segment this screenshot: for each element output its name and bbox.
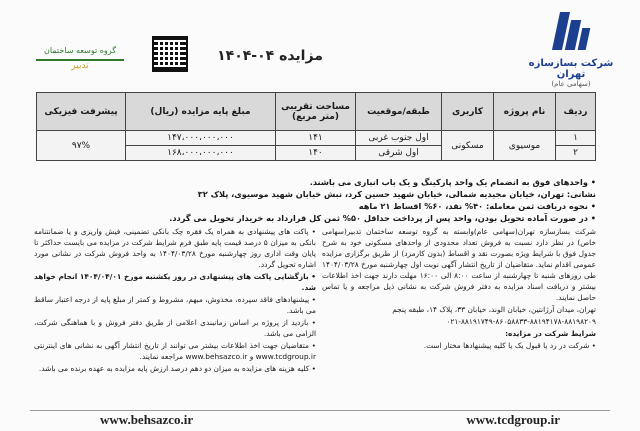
website-link-behsazco[interactable]: www.behsazco.ir xyxy=(100,412,194,427)
cell-progress: ۹۷% xyxy=(37,131,126,161)
col-header-row: ردیف xyxy=(556,93,596,131)
partner-logo xyxy=(20,40,140,80)
desc-line: • واحدهای فوق به انضمام یک واحد پارکینگ و یک باب انباری می باشند. xyxy=(309,177,596,187)
condition-item: • پیشنهادهای فاقد سپرده، مخدوش، مبهم، مشروط و کمتر از مبلغ پایه از درجه اعتبار ساقط می باشد. xyxy=(34,295,316,315)
footer xyxy=(0,408,640,428)
cell-usage: مسکونی xyxy=(442,131,494,161)
description-block xyxy=(36,176,596,224)
col-header-area: مساحت تقریبی (متر مربع) xyxy=(276,93,356,131)
cell-row: ۲ xyxy=(556,146,596,161)
col-header-project: نام پروژه xyxy=(494,93,556,131)
cell-row: ۱ xyxy=(556,131,596,146)
cell-floor: اول شرقی xyxy=(356,146,442,161)
properties-table xyxy=(36,92,596,161)
notice-header xyxy=(0,0,640,92)
table-header-row xyxy=(37,93,596,131)
condition-item: • پاکت های پیشنهادی به همراه یک فقره چک بانکی تضمینی، فیش واریزی و یا ضمانتنامه بانکی به میزان ۵ درصد قیمت پایه طبق فرم شرایط شرکت در مزایده می بایست حداکثر تا پایان وقت اداری روز چهارشنبه مورخ ۱۴۰۴/۰۳/۲۸ به واحد فروش شرکت در نشانی مورد اشاره تحویل گردد. xyxy=(34,227,316,269)
condition-item: • شرکت در رد یا قبول یک یا کلیه پیشنهادها مختار است. xyxy=(423,341,596,350)
company-logo-icon xyxy=(548,8,594,54)
qr-code-icon xyxy=(152,36,188,72)
desc-address: نشانی: تهران، خیابان مجیدیه شمالی، خیابان شهید حسین کرد، نبش خیابان شهید موسیوی، پلاک ۳۲ xyxy=(197,189,596,199)
left-column xyxy=(34,226,316,375)
condition-item: • بازدید از پروژه بر اساس زمانبندی اعلامی از طریق دفتر فروش و با هماهنگی شرکت، الزامی می باشد. xyxy=(34,318,316,338)
cell-project: موسیوی xyxy=(494,131,556,161)
company-logo xyxy=(516,8,626,88)
col-header-progress: پیشرفت فیزیکی xyxy=(37,93,126,131)
cell-area: ۱۴۱ xyxy=(276,131,356,146)
condition-item: • کلیه هزینه های مزایده به میزان دو دهم درصد ارزش پایه مزایده به عهده برنده می باشد. xyxy=(38,364,316,373)
partner-name: گروه توسعه ساختمان xyxy=(43,46,116,55)
intro-paragraph: شرکت بسازسازه تهران(سهامی عام)وابسته به گروه توسعه ساختمان تدبیر(سهامی خاص) در نظر دارد نسبت به فروش تعداد محدودی از واحدهای مسکونی خود به شرح جدول فوق با شرایط ویژه بصورت نقد و اقساط (بدون کارمزد) از طریق برگزاری مزایده عمومی اقدام نماید. متقاضیان از تاریخ انتشار آگهی نوبت اول چهارشنبه مورخ ۱۴۰۴/۰۳/۲۸ طی روزهای شنبه تا چهارشنبه از ساعت ۸:۰۰ الی ۱۶:۰۰ مهلت دارند جهت اخذ اطلاعات بیشتر و دریافت اسناد مزایده به دفتر فروش شرکت به نشانی ذیل مراجعه و یا تماس حاصل نمایند. xyxy=(322,227,596,302)
col-header-price: مبلغ پایه مزایده (ریال) xyxy=(126,93,276,131)
cell-price: ۱۴۷،۰۰۰،۰۰۰،۰۰۰ xyxy=(126,131,276,146)
desc-payment: • نحوه دریافت ثمن معامله: ۴۰% نقد، ۶۰% اقساط ۲۱ ماهه xyxy=(358,201,596,211)
cell-floor: اول جنوب غربی xyxy=(356,131,442,146)
company-name: شرکت بسازسازه تهران xyxy=(528,58,614,80)
col-header-usage: کاربری xyxy=(442,93,494,131)
desc-delivery: • در صورت آماده تحویل بودن، واحد پس از پرداخت حداقل ۵۰% ثمن کل قرارداد به خریدار تحویل می گردد. xyxy=(169,213,596,223)
col-header-floor: طبقه/موقعیت xyxy=(356,93,442,131)
partner-sub: تدبیر xyxy=(71,61,89,71)
condition-item: • متقاضیان جهت اخذ اطلاعات بیشتر می توانند از تاریخ انتشار آگهی به نشانی های اینترنتی www.tcdgroup.ir و www.behsazco.ir مراجعه نمایند. xyxy=(34,341,316,361)
office-address: تهران، میدان آرژانتین، خیابان الوند، خیابان ۳۳، پلاک ۱۴، طبقه پنجم xyxy=(392,305,596,314)
cell-area: ۱۴۰ xyxy=(276,146,356,161)
table-row xyxy=(37,131,596,146)
conditions-heading: شرایط شرکت در مزایده: xyxy=(505,329,596,338)
right-column xyxy=(322,226,596,352)
company-sub: (سهامی عام) xyxy=(551,80,591,88)
auction-title: مزایده ۰۴-۱۴۰۴ xyxy=(217,48,323,64)
cell-price: ۱۶۸،۰۰۰،۰۰۰،۰۰۰ xyxy=(126,146,276,161)
condition-item: • بازگشایی پاکت های پیشنهادی در روز یکشنبه مورخ ۱۴۰۴/۰۴/۰۱ انجام خواهد شد. xyxy=(34,272,316,292)
phone-numbers: ۰۲۱-۸۸۱۹۱۷۴۹-۸۶۰۵۸۸۳۳-۸۸۱۹۴۱۷۸-۸۸۱۹۸۲۰۹ xyxy=(446,317,596,326)
website-link-tcdgroup[interactable]: www.tcdgroup.ir xyxy=(466,412,560,427)
